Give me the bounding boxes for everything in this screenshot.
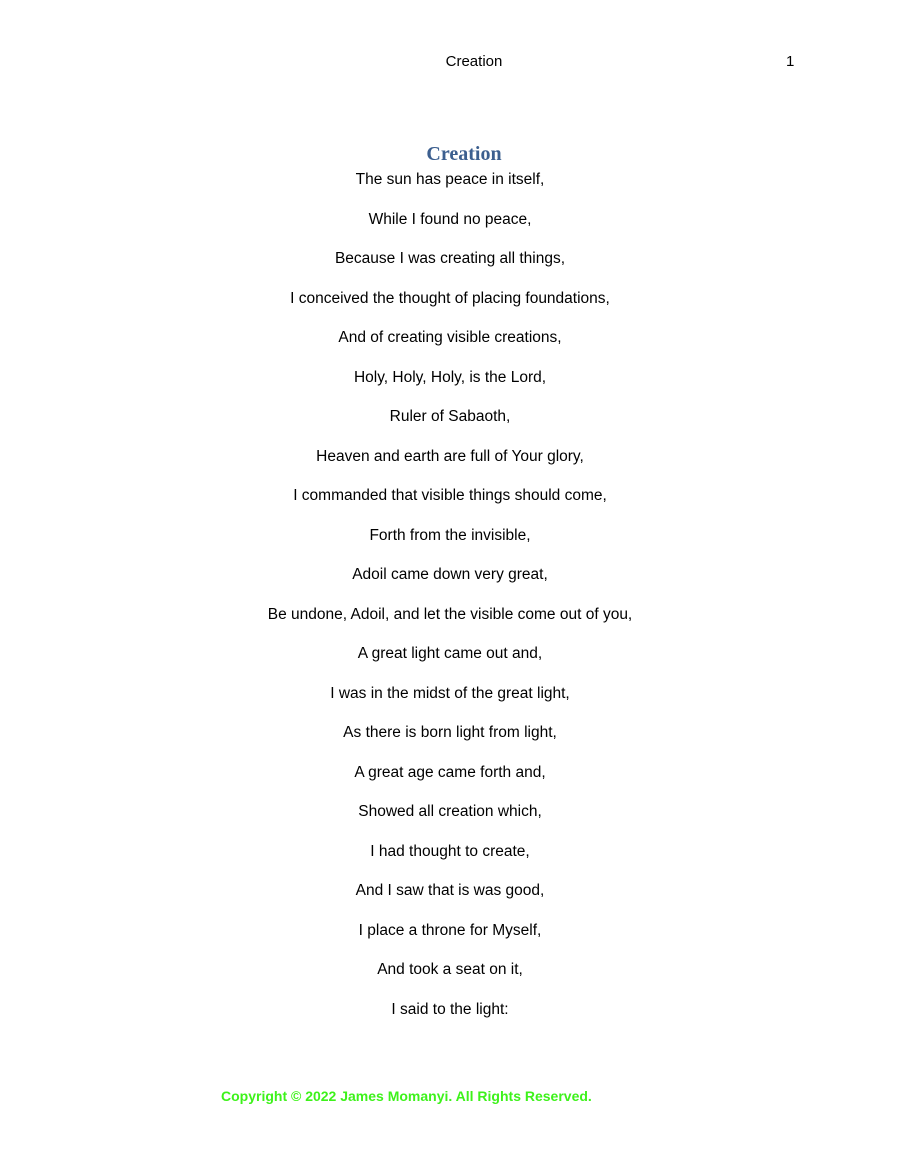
poem-line: Showed all creation which, [358, 803, 542, 820]
poem-line: Ruler of Sabaoth, [389, 408, 511, 425]
poem-line: And I saw that is was good, [355, 882, 545, 899]
poem-line: I was in the midst of the great light, [330, 684, 570, 702]
poem-line: I commanded that visible things should come, [293, 487, 607, 504]
poem-line: Because I was creating all things, [334, 250, 566, 267]
poem-line: I place a throne for Myself, [358, 921, 542, 939]
poem-line: Holy, Holy, Holy, is the Lord, [353, 368, 547, 386]
poem-line: The sun has peace in itself, [355, 171, 545, 188]
poem-line: Forth from the invisible, [369, 526, 531, 544]
poem-line: Heaven and earth are full of Your glory, [316, 447, 584, 465]
poem-title: Creation [426, 143, 502, 165]
poem-body [0, 170, 900, 1039]
page-number: 1 [786, 53, 795, 70]
poem-line: A great light came out and, [357, 645, 543, 662]
poem-line: And of creating visible creations, [338, 329, 562, 346]
copyright-notice: Copyright © 2022 James Momanyi. All Rights Reserved. [221, 1088, 592, 1104]
header-title: Creation [445, 53, 503, 70]
poem-line: Be undone, Adoil, and let the visible come out of you, [267, 605, 633, 623]
poem-line: While I found no peace, [368, 210, 532, 228]
poem-line: A great age came forth and, [354, 763, 546, 781]
poem-line: Adoil came down very great, [352, 566, 548, 583]
poem-line: As there is born light from light, [343, 724, 557, 741]
page-header [0, 52, 900, 74]
poem-line: And took a seat on it, [377, 961, 523, 978]
poem-line: I conceived the thought of placing foundations, [290, 289, 610, 307]
poem-line: I had thought to create, [370, 842, 530, 860]
poem-line: I said to the light: [391, 1000, 509, 1018]
